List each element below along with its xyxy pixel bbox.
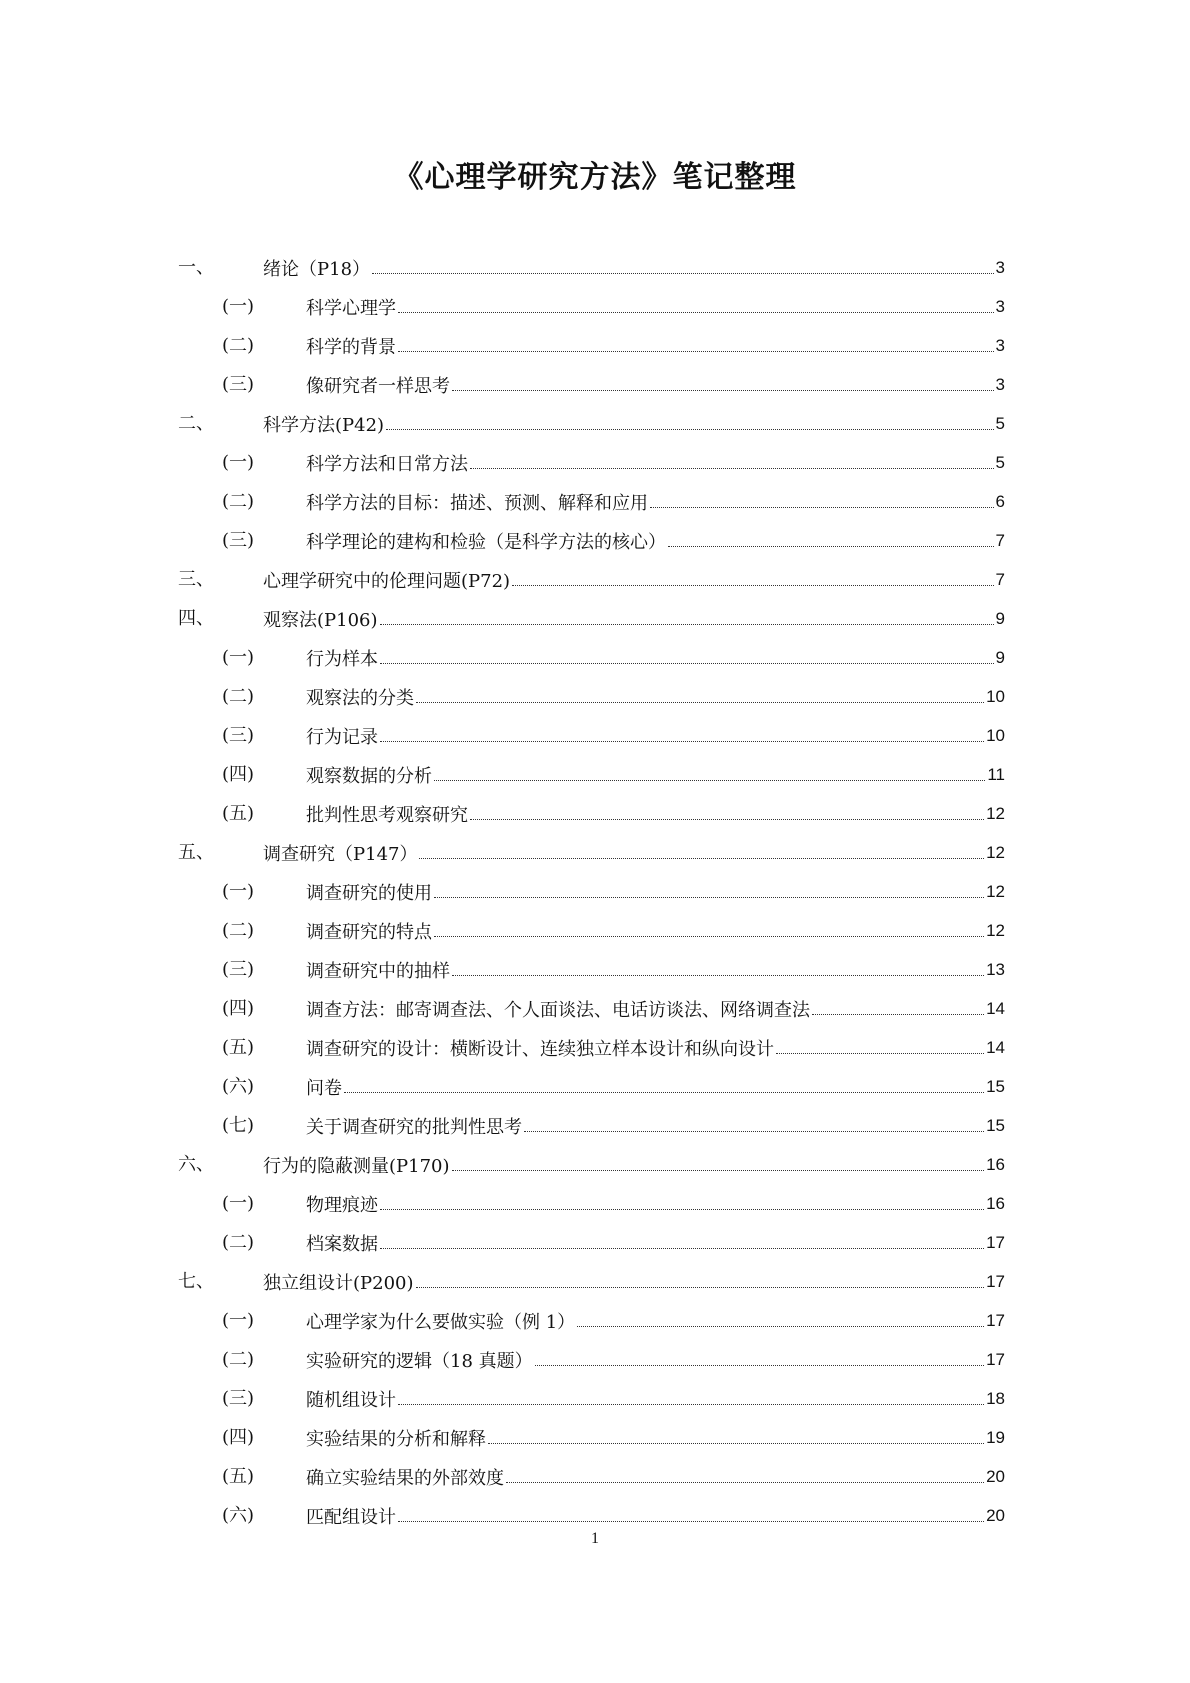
toc-entry-title: 调查研究的设计：横断设计、连续独立样本设计和纵向设计 — [306, 1038, 774, 1060]
toc-chapter-entry[interactable] — [178, 404, 1005, 443]
toc-dot-leader — [506, 1482, 984, 1483]
toc-entry-number: (三) — [222, 530, 255, 551]
toc-entry-line — [306, 1379, 1005, 1418]
toc-entry-line — [306, 1340, 1005, 1379]
toc-entry-page: 12 — [986, 803, 1005, 823]
toc-dot-leader — [398, 351, 994, 352]
toc-entry-line — [306, 482, 1005, 521]
toc-dot-leader — [812, 1014, 984, 1015]
toc-entry-title: 科学的背景 — [306, 336, 396, 358]
toc-entry-page: 14 — [986, 1037, 1005, 1057]
toc-entry-line — [263, 599, 1005, 638]
toc-section-entry[interactable] — [178, 1340, 1005, 1379]
toc-entry-line — [263, 833, 1005, 872]
toc-section-entry[interactable] — [178, 950, 1005, 989]
table-of-contents — [178, 248, 1005, 1535]
toc-section-entry[interactable] — [178, 755, 1005, 794]
toc-entry-line — [306, 755, 1005, 794]
toc-entry-line — [263, 248, 1005, 287]
toc-entry-page: 16 — [986, 1193, 1005, 1213]
toc-entry-title: 独立组设计(P200) — [263, 1272, 414, 1294]
toc-entry-title: 科学心理学 — [306, 297, 396, 319]
toc-entry-line — [306, 365, 1005, 404]
toc-entry-line — [306, 638, 1005, 677]
toc-entry-title: 行为记录 — [306, 726, 378, 748]
toc-entry-page: 20 — [986, 1505, 1005, 1525]
toc-entry-page: 18 — [986, 1388, 1005, 1408]
toc-entry-title: 观察法(P106) — [263, 609, 378, 631]
toc-entry-page: 17 — [986, 1271, 1005, 1291]
toc-entry-page: 10 — [986, 725, 1005, 745]
toc-entry-line — [263, 1262, 1005, 1301]
toc-dot-leader — [535, 1365, 984, 1366]
toc-entry-number: (六) — [222, 1505, 255, 1526]
toc-dot-leader — [452, 390, 994, 391]
toc-section-entry[interactable] — [178, 443, 1005, 482]
toc-entry-page: 3 — [995, 296, 1005, 316]
toc-entry-page: 7 — [995, 569, 1005, 589]
toc-entry-line — [306, 1028, 1005, 1067]
toc-entry-number: 七、 — [178, 1271, 214, 1292]
toc-entry-line — [263, 1145, 1005, 1184]
toc-entry-line — [306, 287, 1005, 326]
toc-dot-leader — [380, 1209, 984, 1210]
toc-section-entry[interactable] — [178, 1028, 1005, 1067]
toc-dot-leader — [416, 1287, 985, 1288]
toc-section-entry[interactable] — [178, 326, 1005, 365]
toc-entry-page: 15 — [986, 1115, 1005, 1135]
toc-entry-title: 心理学家为什么要做实验（例 1） — [306, 1311, 576, 1333]
toc-entry-number: (六) — [222, 1076, 255, 1097]
toc-entry-title: 关于调查研究的批判性思考 — [306, 1116, 522, 1138]
toc-section-entry[interactable] — [178, 521, 1005, 560]
toc-dot-leader — [434, 897, 984, 898]
toc-entry-page: 9 — [995, 608, 1005, 628]
toc-entry-number: (一) — [222, 452, 255, 473]
toc-entry-line — [306, 677, 1005, 716]
toc-entry-page: 12 — [986, 881, 1005, 901]
toc-section-entry[interactable] — [178, 716, 1005, 755]
toc-entry-page: 10 — [986, 686, 1005, 706]
toc-section-entry[interactable] — [178, 911, 1005, 950]
toc-section-entry[interactable] — [178, 989, 1005, 1028]
toc-entry-page: 3 — [995, 335, 1005, 355]
toc-entry-title: 档案数据 — [306, 1233, 378, 1255]
toc-entry-title: 像研究者一样思考 — [306, 375, 450, 397]
toc-dot-leader — [524, 1131, 984, 1132]
toc-entry-title: 科学方法和日常方法 — [306, 453, 468, 475]
toc-entry-line — [306, 1184, 1005, 1223]
toc-entry-number: (五) — [222, 803, 255, 824]
toc-entry-line — [306, 872, 1005, 911]
toc-section-entry[interactable] — [178, 1106, 1005, 1145]
toc-entry-number: 五、 — [178, 842, 214, 863]
toc-entry-title: 行为样本 — [306, 648, 378, 670]
toc-dot-leader — [434, 780, 985, 781]
toc-entry-title: 观察数据的分析 — [306, 765, 432, 787]
toc-entry-number: (一) — [222, 1193, 255, 1214]
toc-chapter-entry[interactable] — [178, 1145, 1005, 1184]
toc-entry-number: (二) — [222, 1349, 255, 1370]
toc-chapter-entry[interactable] — [178, 560, 1005, 599]
toc-section-entry[interactable] — [178, 638, 1005, 677]
toc-entry-number: (二) — [222, 686, 255, 707]
toc-dot-leader — [452, 1170, 985, 1171]
toc-entry-title: 实验结果的分析和解释 — [306, 1428, 486, 1450]
toc-entry-title: 调查研究的使用 — [306, 882, 432, 904]
toc-entry-title: 确立实验结果的外部效度 — [306, 1467, 504, 1489]
toc-dot-leader — [452, 975, 984, 976]
toc-section-entry[interactable] — [178, 1418, 1005, 1457]
toc-entry-page: 20 — [986, 1466, 1005, 1486]
toc-section-entry[interactable] — [178, 482, 1005, 521]
toc-entry-title: 调查研究中的抽样 — [306, 960, 450, 982]
toc-entry-line — [306, 911, 1005, 950]
toc-entry-number: (三) — [222, 1388, 255, 1409]
toc-section-entry[interactable] — [178, 1184, 1005, 1223]
toc-dot-leader — [776, 1053, 984, 1054]
toc-dot-leader — [416, 702, 984, 703]
document-title: 《心理学研究方法》笔记整理 — [393, 160, 797, 195]
toc-entry-number: (四) — [222, 998, 255, 1019]
toc-chapter-entry[interactable] — [178, 833, 1005, 872]
toc-dot-leader — [398, 1404, 984, 1405]
toc-entry-number: 一、 — [178, 257, 214, 278]
toc-entry-title: 匹配组设计 — [306, 1506, 396, 1528]
toc-entry-number: (七) — [222, 1115, 255, 1136]
toc-entry-page: 14 — [986, 998, 1005, 1018]
toc-entry-number: (三) — [222, 959, 255, 980]
toc-chapter-entry[interactable] — [178, 1262, 1005, 1301]
toc-dot-leader — [386, 429, 993, 430]
toc-entry-number: (三) — [222, 725, 255, 746]
toc-entry-number: (五) — [222, 1037, 255, 1058]
toc-section-entry[interactable] — [178, 287, 1005, 326]
toc-entry-line — [306, 443, 1005, 482]
toc-entry-line — [263, 560, 1005, 599]
toc-entry-number: (四) — [222, 764, 255, 785]
toc-entry-line — [306, 1067, 1005, 1106]
toc-dot-leader — [512, 585, 993, 586]
toc-entry-title: 实验研究的逻辑（18 真题） — [306, 1350, 533, 1372]
toc-dot-leader — [380, 663, 994, 664]
toc-chapter-entry[interactable] — [178, 599, 1005, 638]
toc-dot-leader — [470, 468, 994, 469]
toc-entry-number: (二) — [222, 1232, 255, 1253]
toc-dot-leader — [470, 819, 984, 820]
toc-entry-title: 批判性思考观察研究 — [306, 804, 468, 826]
toc-dot-leader — [398, 1521, 984, 1522]
toc-entry-page: 5 — [995, 413, 1005, 433]
toc-entry-title: 调查研究（P147） — [263, 843, 418, 865]
toc-entry-page: 11 — [987, 764, 1005, 784]
toc-entry-title: 科学方法的目标：描述、预测、解释和应用 — [306, 492, 648, 514]
toc-entry-number: (五) — [222, 1466, 255, 1487]
toc-entry-title: 调查方法：邮寄调查法、个人面谈法、电话访谈法、网络调查法 — [306, 999, 810, 1021]
toc-entry-number: (二) — [222, 491, 255, 512]
toc-entry-title: 物理痕迹 — [306, 1194, 378, 1216]
toc-section-entry[interactable] — [178, 677, 1005, 716]
toc-entry-line — [306, 794, 1005, 833]
toc-dot-leader — [650, 507, 994, 508]
toc-entry-title: 调查研究的特点 — [306, 921, 432, 943]
toc-entry-line — [306, 1106, 1005, 1145]
toc-dot-leader — [419, 858, 984, 859]
toc-dot-leader — [668, 546, 994, 547]
toc-entry-number: 三、 — [178, 569, 214, 590]
toc-entry-title: 心理学研究中的伦理问题(P72) — [263, 570, 511, 592]
toc-entry-line — [306, 1223, 1005, 1262]
toc-entry-page: 12 — [986, 842, 1005, 862]
toc-entry-number: 四、 — [178, 608, 214, 629]
toc-entry-page: 17 — [986, 1349, 1005, 1369]
toc-entry-page: 9 — [995, 647, 1005, 667]
toc-entry-number: (二) — [222, 920, 255, 941]
toc-section-entry[interactable] — [178, 1301, 1005, 1340]
toc-entry-number: (一) — [222, 1310, 255, 1331]
toc-entry-line — [306, 989, 1005, 1028]
toc-entry-line — [263, 404, 1005, 443]
toc-entry-page: 17 — [986, 1232, 1005, 1252]
toc-entry-page: 15 — [986, 1076, 1005, 1096]
toc-entry-line — [306, 1457, 1005, 1496]
toc-dot-leader — [344, 1092, 984, 1093]
toc-entry-title: 观察法的分类 — [306, 687, 414, 709]
toc-entry-number: (一) — [222, 296, 255, 317]
toc-entry-title: 随机组设计 — [306, 1389, 396, 1411]
toc-entry-line — [306, 1301, 1005, 1340]
toc-dot-leader — [380, 741, 984, 742]
toc-dot-leader — [398, 312, 994, 313]
toc-entry-title: 行为的隐蔽测量(P170) — [263, 1155, 450, 1177]
toc-entry-number: (三) — [222, 374, 255, 395]
toc-section-entry[interactable] — [178, 365, 1005, 404]
toc-entry-number: 六、 — [178, 1154, 214, 1175]
toc-entry-line — [306, 1418, 1005, 1457]
toc-entry-number: (四) — [222, 1427, 255, 1448]
toc-entry-page: 3 — [995, 374, 1005, 394]
toc-entry-number: (一) — [222, 881, 255, 902]
toc-entry-title: 绪论（P18） — [263, 258, 371, 280]
toc-entry-line — [306, 521, 1005, 560]
toc-entry-line — [306, 950, 1005, 989]
toc-entry-title: 问卷 — [306, 1077, 342, 1099]
toc-entry-title: 科学理论的建构和检验（是科学方法的核心） — [306, 531, 666, 553]
toc-entry-page: 17 — [986, 1310, 1005, 1330]
toc-chapter-entry[interactable] — [178, 248, 1005, 287]
toc-dot-leader — [577, 1326, 984, 1327]
toc-section-entry[interactable] — [178, 1223, 1005, 1262]
toc-entry-page: 7 — [995, 530, 1005, 550]
toc-entry-number: (一) — [222, 647, 255, 668]
toc-dot-leader — [380, 1248, 984, 1249]
toc-entry-page: 13 — [986, 959, 1005, 979]
toc-entry-page: 5 — [995, 452, 1005, 472]
toc-entry-line — [306, 716, 1005, 755]
toc-section-entry[interactable] — [178, 872, 1005, 911]
toc-entry-page: 12 — [986, 920, 1005, 940]
toc-entry-page: 6 — [995, 491, 1005, 511]
toc-section-entry[interactable] — [178, 794, 1005, 833]
toc-entry-page: 16 — [986, 1154, 1005, 1174]
toc-entry-page: 3 — [995, 257, 1005, 277]
toc-entry-line — [306, 326, 1005, 365]
toc-dot-leader — [380, 624, 994, 625]
toc-entry-number: 二、 — [178, 413, 214, 434]
toc-entry-title: 科学方法(P42) — [263, 414, 385, 436]
toc-section-entry[interactable] — [178, 1457, 1005, 1496]
page-number: 1 — [591, 1530, 599, 1547]
toc-dot-leader — [488, 1443, 984, 1444]
toc-dot-leader — [434, 936, 984, 937]
toc-section-entry[interactable] — [178, 1379, 1005, 1418]
toc-dot-leader — [372, 273, 994, 274]
toc-entry-page: 19 — [986, 1427, 1005, 1447]
toc-section-entry[interactable] — [178, 1067, 1005, 1106]
toc-entry-number: (二) — [222, 335, 255, 356]
